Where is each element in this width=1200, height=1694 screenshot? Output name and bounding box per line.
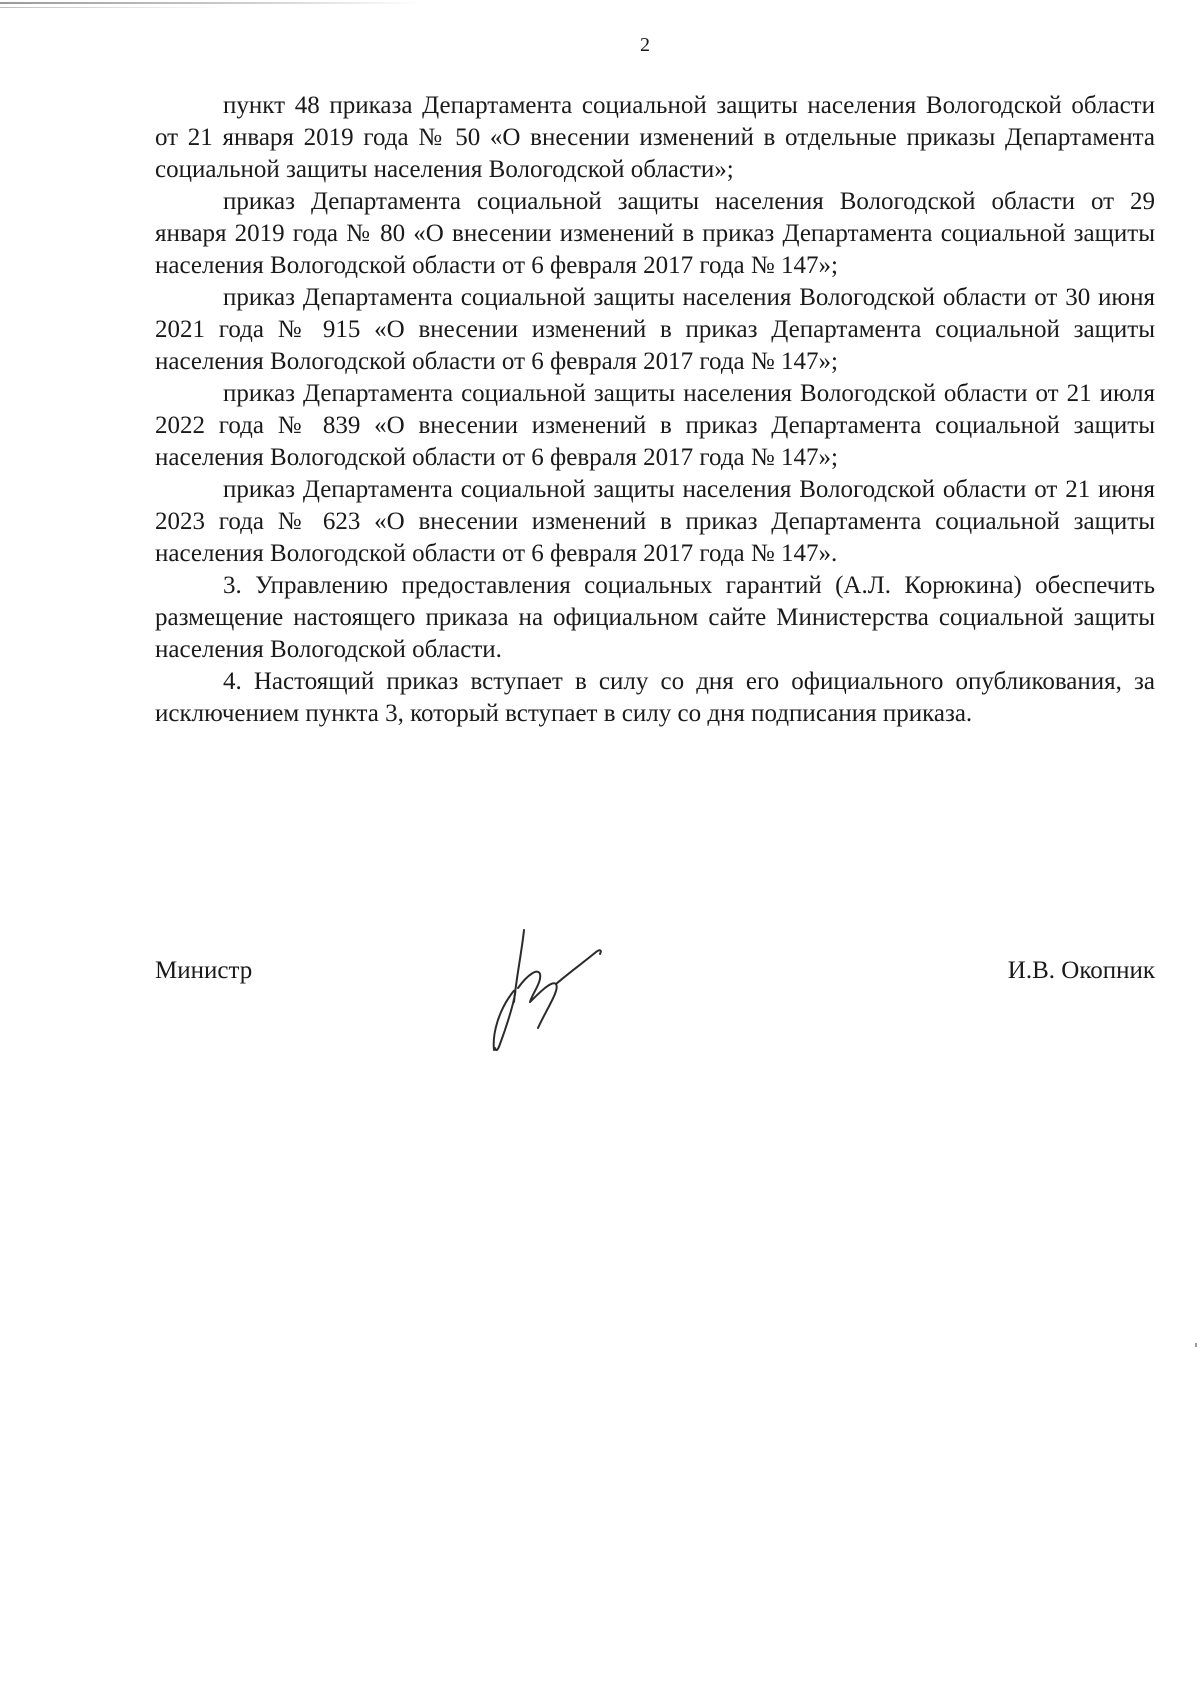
document-body — [155, 90, 1155, 730]
signatory-position: Министр — [155, 957, 253, 984]
paragraph-clause-3: 3. Управлению предоставления социальных гарантий (А.Л. Корюкина) обеспечить размещение настоящего приказа на официальном сайте Министерства социальной защиты населения Вологодской области. — [155, 572, 1155, 663]
scan-edge-mark — [1195, 1343, 1197, 1347]
page-number: 2 — [640, 34, 650, 56]
handwritten-signature-icon — [480, 910, 630, 1060]
paragraph-item-48: пункт 48 приказа Департамента социальной защиты населения Вологодской области от 21 января 2019 года № 50 «О внесении изменений в отдельные приказы Департамента социальной защиты населения Вологодской области»; — [155, 92, 1155, 183]
paragraph-clause-4: 4. Настоящий приказ вступает в силу со дня его официального опубликования, за исключением пункта 3, который вступает в силу со дня подписания приказа. — [155, 668, 1155, 727]
signatory-name: И.В. Окопник — [1007, 957, 1155, 984]
paragraph-order-839: приказ Департамента социальной защиты населения Вологодской области от 21 июля 2022 года № 839 «О внесении изменений в приказ Департамента социальной защиты населения Вологодской области от 6 февраля 2017 года № 147»; — [155, 380, 1155, 471]
paragraph-order-915: приказ Департамента социальной защиты населения Вологодской области от 30 июня 2021 года № 915 «О внесении изменений в приказ Департамента социальной защиты населения Вологодской области от 6 февраля 2017 года № 147»; — [155, 284, 1155, 375]
signature-block — [155, 955, 1155, 995]
paragraph-order-623: приказ Департамента социальной защиты населения Вологодской области от 21 июня 2023 года № 623 «О внесении изменений в приказ Департамента социальной защиты населения Вологодской области от 6 февраля 2017 года № 147». — [155, 476, 1155, 567]
scan-edge-line — [0, 2, 420, 4]
paragraph-order-80: приказ Департамента социальной защиты населения Вологодской области от 29 января 2019 года № 80 «О внесении изменений в приказ Департамента социальной защиты населения Вологодской области от 6 февраля 2017 года № 147»; — [155, 188, 1155, 279]
scan-edge-line-secondary — [0, 7, 230, 8]
